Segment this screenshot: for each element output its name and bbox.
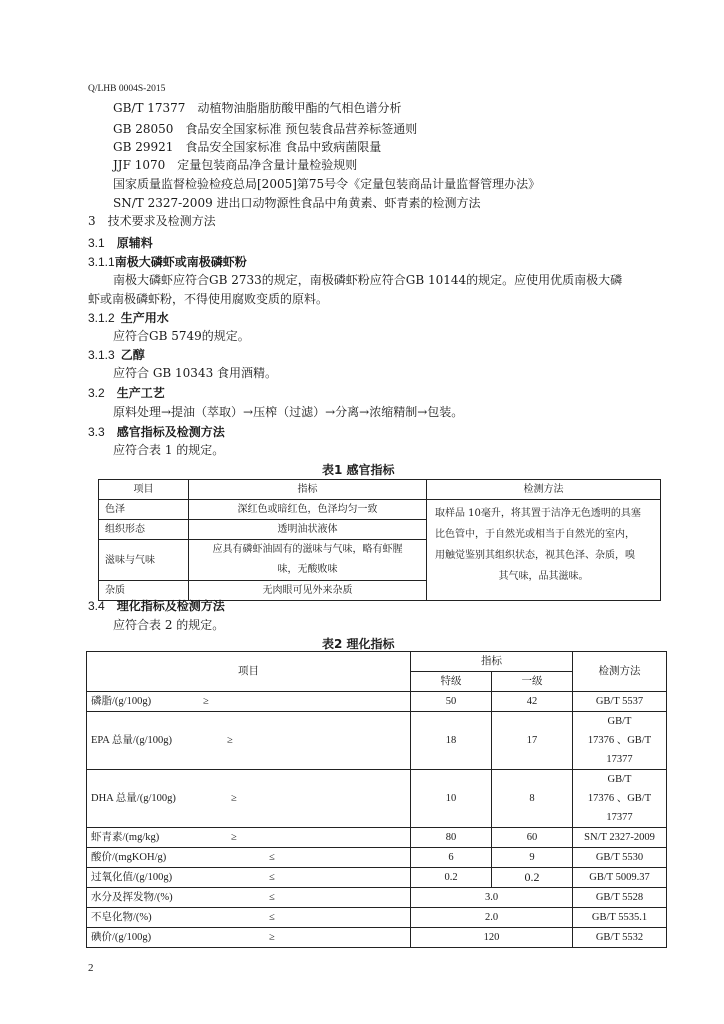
header-method: 检测方法 bbox=[427, 480, 661, 500]
merged-grade-value: 3.0 bbox=[411, 888, 573, 908]
method-value: GB/T 5532 bbox=[573, 928, 667, 948]
table-row bbox=[87, 888, 667, 908]
paragraph-3-1-2: 应符合GB 5749的规定。 bbox=[113, 329, 250, 343]
row-item bbox=[87, 770, 411, 828]
paragraph-3-2-process: 原料处理→提油（萃取）→压榨（过滤）→分离→浓缩精制→包装。 bbox=[113, 405, 464, 419]
method-value: GB/T 5537 bbox=[573, 692, 667, 712]
row-indicator bbox=[189, 540, 427, 581]
section-title: 生产工艺 bbox=[116, 386, 165, 400]
row-item bbox=[87, 828, 411, 848]
paragraph-3-3: 应符合表 1 的规定。 bbox=[113, 443, 225, 457]
row-item bbox=[87, 712, 411, 770]
table-row bbox=[87, 848, 667, 868]
method-line: 取样品 10毫升，将其置于洁净无色透明的具塞 bbox=[435, 508, 641, 519]
first-grade-value: 8 bbox=[492, 770, 573, 828]
comparison-symbol: ≥ bbox=[231, 832, 237, 843]
section-3-1-heading bbox=[88, 235, 153, 251]
row-item: 色泽 bbox=[99, 500, 189, 520]
method-value: GB/T 5530 bbox=[573, 848, 667, 868]
detection-method-cell bbox=[427, 500, 661, 601]
table-row bbox=[87, 692, 667, 712]
table-row bbox=[87, 928, 667, 948]
row-item bbox=[87, 868, 411, 888]
section-3-1-1-heading bbox=[88, 254, 247, 270]
indicator-line: 味，无酸败味 bbox=[277, 564, 338, 575]
first-grade-value: 60 bbox=[492, 828, 573, 848]
header-first-grade: 一级 bbox=[492, 672, 573, 692]
comparison-symbol: ≤ bbox=[269, 852, 275, 863]
row-item bbox=[87, 692, 411, 712]
row-item bbox=[87, 908, 411, 928]
method-line: 17376 、GB/T bbox=[587, 793, 652, 804]
table-row bbox=[87, 908, 667, 928]
method-line: 17377 bbox=[606, 812, 633, 823]
section-number: 3.3 bbox=[88, 425, 105, 439]
comparison-symbol: ≥ bbox=[269, 932, 275, 943]
table-row bbox=[87, 868, 667, 888]
section-title: 南极大磷虾或南极磷虾粉 bbox=[114, 255, 247, 269]
item-name: DHA 总量/(g/100g) bbox=[91, 793, 176, 804]
header-item: 项目 bbox=[87, 652, 411, 692]
comparison-symbol: ≥ bbox=[227, 735, 233, 746]
section-3-3-heading bbox=[88, 424, 225, 440]
section-3-4-heading bbox=[88, 598, 225, 614]
item-name: 不皂化物/(%) bbox=[91, 912, 152, 923]
row-item: 组织形态 bbox=[99, 520, 189, 540]
special-grade-value: 50 bbox=[411, 692, 492, 712]
item-name: EPA 总量/(g/100g) bbox=[91, 735, 172, 746]
special-grade-value: 18 bbox=[411, 712, 492, 770]
table-row bbox=[99, 500, 661, 520]
paragraph-3-1-1-line-2: 虾或南极磷虾粉，不得使用腐败变质的原料。 bbox=[88, 292, 329, 306]
method-line: GB/T bbox=[607, 774, 632, 785]
section-3-heading: 3 技术要求及检测方法 bbox=[88, 214, 216, 228]
header-index: 指标 bbox=[411, 652, 573, 672]
first-grade-value: 0.2 bbox=[492, 868, 573, 888]
item-name: 酸价/(mgKOH/g) bbox=[91, 852, 167, 863]
table-2-caption: 表2 理化指标 bbox=[322, 637, 395, 651]
paragraph-3-1-3: 应符合 GB 10343 食用酒精。 bbox=[113, 366, 278, 380]
table-header-row bbox=[99, 480, 661, 500]
method-value: GB/T 5535.1 bbox=[573, 908, 667, 928]
row-item bbox=[87, 928, 411, 948]
method-line: 用触觉鉴别其组织状态，视其色泽、杂质，嗅 bbox=[435, 550, 635, 561]
table-row bbox=[87, 712, 667, 770]
section-title: 原辅料 bbox=[116, 236, 153, 250]
paragraph-3-4: 应符合表 2 的规定。 bbox=[113, 618, 225, 632]
item-name: 虾青素/(mg/kg) bbox=[91, 832, 160, 843]
method-value bbox=[573, 712, 667, 770]
comparison-symbol: ≤ bbox=[269, 892, 275, 903]
row-item bbox=[87, 888, 411, 908]
section-3-2-heading bbox=[88, 385, 165, 401]
method-line: 其气味，品其滋味。 bbox=[498, 571, 589, 582]
section-title: 感官指标及检测方法 bbox=[116, 425, 225, 439]
method-value bbox=[573, 770, 667, 828]
merged-grade-value: 120 bbox=[411, 928, 573, 948]
section-number: 3.1.2 bbox=[88, 311, 115, 325]
comparison-symbol: ≥ bbox=[203, 696, 209, 707]
section-number: 3.4 bbox=[88, 599, 105, 613]
header-special-grade: 特级 bbox=[411, 672, 492, 692]
table-row bbox=[87, 770, 667, 828]
table-1-caption: 表1 感官指标 bbox=[322, 463, 395, 477]
header-method: 检测方法 bbox=[573, 652, 667, 692]
row-item: 杂质 bbox=[99, 581, 189, 601]
section-3-1-2-heading bbox=[88, 310, 169, 326]
comparison-symbol: ≤ bbox=[269, 872, 275, 883]
reference-3: GB 29921 食品安全国家标准 食品中致病菌限量 bbox=[113, 140, 382, 154]
item-name: 碘价/(g/100g) bbox=[91, 932, 152, 943]
section-number: 3.1.3 bbox=[88, 348, 115, 362]
row-item bbox=[87, 848, 411, 868]
method-line: 比色管中，于自然光或相当于自然光的室内， bbox=[435, 529, 635, 540]
method-line: 17376 、GB/T bbox=[587, 735, 652, 746]
special-grade-value: 10 bbox=[411, 770, 492, 828]
row-item: 滋味与气味 bbox=[99, 540, 189, 581]
section-number: 3.2 bbox=[88, 386, 105, 400]
method-line: GB/T bbox=[607, 716, 632, 727]
special-grade-value: 80 bbox=[411, 828, 492, 848]
row-indicator: 无肉眼可见外来杂质 bbox=[189, 581, 427, 601]
reference-6: SN/T 2327-2009 进出口动物源性食品中角黄素、虾青素的检测方法 bbox=[113, 196, 481, 210]
row-indicator: 透明油状液体 bbox=[189, 520, 427, 540]
section-title: 生产用水 bbox=[120, 311, 169, 325]
section-title: 乙醇 bbox=[120, 348, 145, 362]
item-name: 磷脂/(g/100g) bbox=[91, 696, 152, 707]
comparison-symbol: ≥ bbox=[231, 793, 237, 804]
item-name: 水分及挥发物/(%) bbox=[91, 892, 173, 903]
header-indicator: 指标 bbox=[189, 480, 427, 500]
first-grade-value: 17 bbox=[492, 712, 573, 770]
standard-code-header: Q/LHB 0004S-2015 bbox=[88, 84, 166, 94]
indicator-line: 应具有磷虾油固有的滋味与气味，略有虾腥 bbox=[212, 544, 403, 555]
page-number: 2 bbox=[88, 962, 94, 974]
section-3-1-3-heading bbox=[88, 347, 145, 363]
physicochemical-indicators-table bbox=[86, 651, 667, 948]
reference-1: GB/T 17377 动植物油脂脂肪酸甲酯的气相色谱分析 bbox=[113, 101, 402, 115]
comparison-symbol: ≤ bbox=[269, 912, 275, 923]
merged-grade-value: 2.0 bbox=[411, 908, 573, 928]
method-value: GB/T 5009.37 bbox=[573, 868, 667, 888]
first-grade-value: 42 bbox=[492, 692, 573, 712]
row-indicator: 深红色或暗红色，色泽均匀一致 bbox=[189, 500, 427, 520]
section-title: 理化指标及检测方法 bbox=[116, 599, 225, 613]
reference-5: 国家质量监督检验检疫总局[2005]第75号令《定量包装商品计量监督管理办法》 bbox=[113, 177, 541, 191]
first-grade-value: 9 bbox=[492, 848, 573, 868]
header-item: 项目 bbox=[99, 480, 189, 500]
sensory-indicators-table bbox=[98, 479, 661, 601]
method-line: 17377 bbox=[606, 754, 633, 765]
special-grade-value: 6 bbox=[411, 848, 492, 868]
special-grade-value: 0.2 bbox=[411, 868, 492, 888]
reference-4: JJF 1070 定量包装商品净含量计量检验规则 bbox=[113, 158, 358, 172]
method-value: GB/T 5528 bbox=[573, 888, 667, 908]
section-number: 3.1 bbox=[88, 236, 105, 250]
method-value: SN/T 2327-2009 bbox=[573, 828, 667, 848]
item-name: 过氧化值/(g/100g) bbox=[91, 872, 173, 883]
table-row bbox=[87, 828, 667, 848]
paragraph-3-1-1-line-1: 南极大磷虾应符合GB 2733的规定，南极磷虾粉应符合GB 10144的规定。应使用优质南极大磷 bbox=[113, 273, 623, 287]
section-number: 3.1.1 bbox=[88, 255, 115, 269]
reference-2: GB 28050 食品安全国家标准 预包装食品营养标签通则 bbox=[113, 122, 418, 136]
table-header-row bbox=[87, 652, 667, 672]
